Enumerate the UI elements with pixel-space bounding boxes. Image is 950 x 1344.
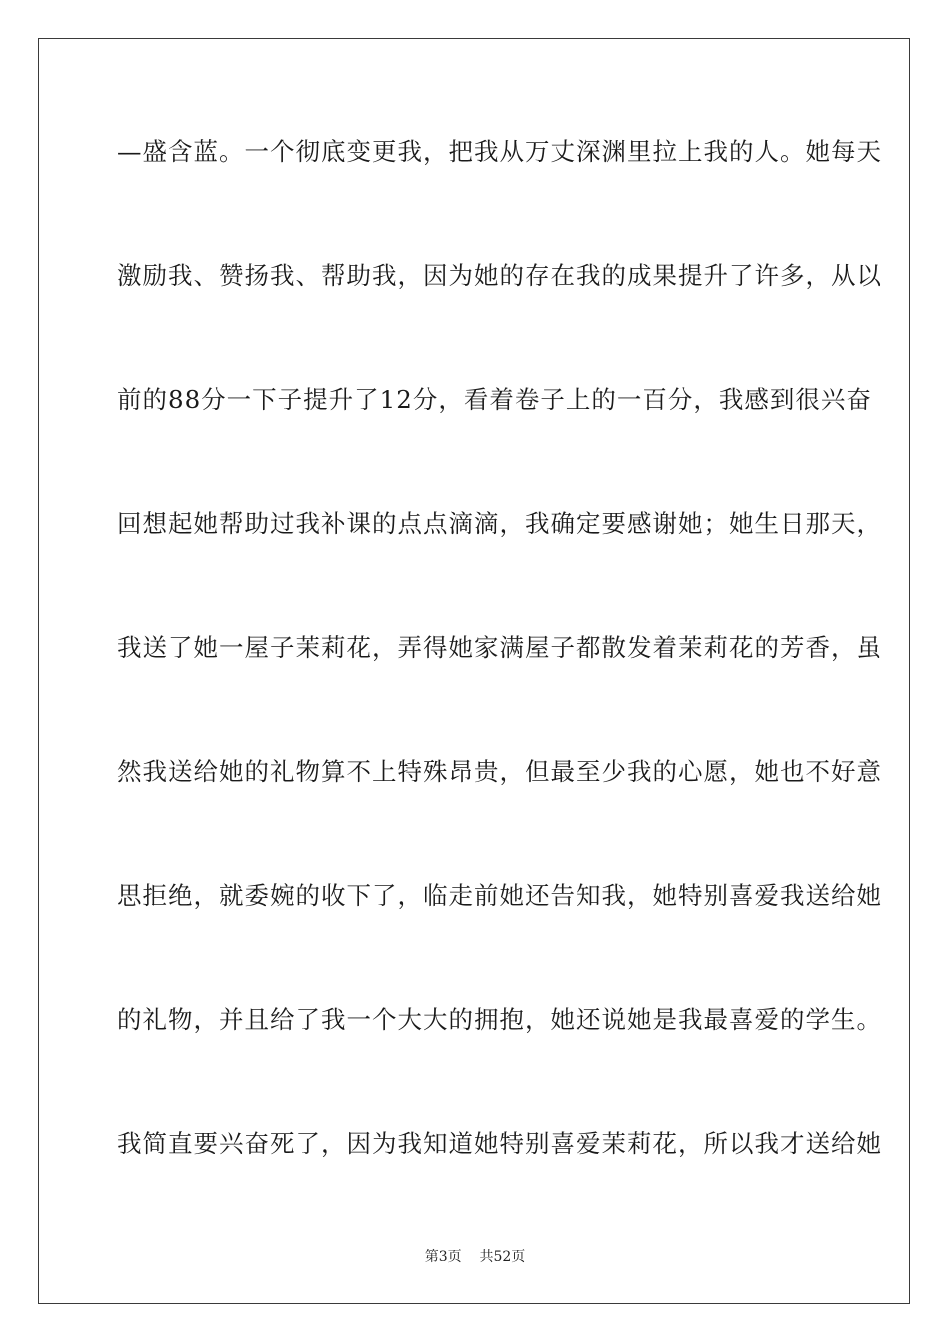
- text-line: 激励我、赞扬我、帮助我，因为她的存在我的成果提升了许多，从以: [117, 261, 882, 290]
- document-body: [117, 132, 882, 1248]
- text-line: 思拒绝，就委婉的收下了，临走前她还告知我，她特别喜爱我送给她: [117, 881, 882, 910]
- text-line: —盛含蓝。一个彻底变更我，把我从万丈深渊里拉上我的人。她每天: [117, 137, 882, 166]
- text-line: 的礼物，并且给了我一个大大的拥抱，她还说她是我最喜爱的学生。: [117, 1005, 882, 1034]
- text-line: 前的88分一下子提升了12分，看着卷子上的一百分，我感到很兴奋: [117, 385, 872, 414]
- text-line: 回想起她帮助过我补课的点点滴滴，我确定要感谢她；她生日那天，: [117, 509, 882, 538]
- text-line: 我简直要兴奋死了，因为我知道她特别喜爱茉莉花，所以我才送给她: [117, 1129, 882, 1158]
- text-line: 我送了她一屋子茉莉花，弄得她家满屋子都散发着茉莉花的芳香，虽: [117, 633, 882, 662]
- text-line: 然我送给她的礼物算不上特殊昂贵，但最至少我的心愿，她也不好意: [117, 757, 882, 786]
- page-indicator: 第3页 共52页: [424, 1249, 526, 1265]
